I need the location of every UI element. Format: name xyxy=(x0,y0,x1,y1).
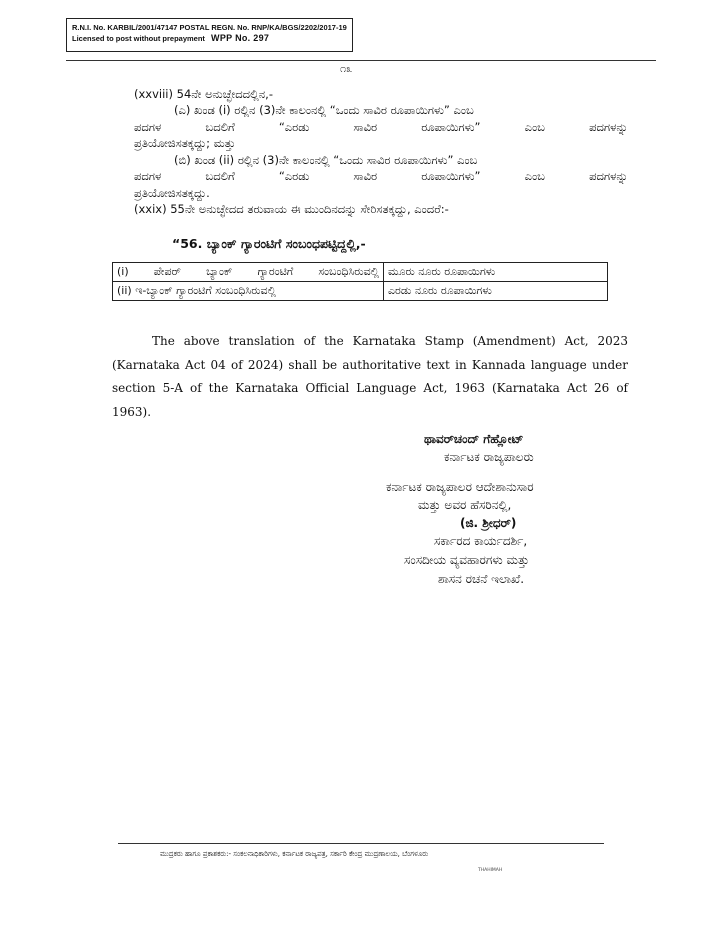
clause-b-text3: ಪ್ರತಿಯೋಜಿಸತಕ್ಕದ್ದು. xyxy=(134,185,210,200)
table-cell-item: (i) ಪೇಪರ್ ಬ್ಯಾಂಕ್ ಗ್ಯಾರಂಟಿಗೆ ಸಂಬಂಧಿಸಿರುವಲ್ಲಿ xyxy=(113,263,384,282)
governor-name: ಥಾವರ್‌ಚಂದ್ ಗೆಹ್ಲೋಟ್ xyxy=(424,432,524,446)
postal-license xyxy=(72,33,352,44)
registration-box xyxy=(66,18,353,52)
printer-mark: THAHIMAH xyxy=(478,868,503,873)
section-heading: “56. ಬ್ಯಾಂಕ್ ಗ್ಯಾರಂಟಿಗೆ ಸಂಬಂಧಪಟ್ಟಿದ್ದಲ್ಲಿ,- xyxy=(172,236,366,251)
governor-title: ಕರ್ನಾಟಕ ರಾಜ್ಯಪಾಲರು xyxy=(444,450,534,464)
order-line-1: ಕರ್ನಾಟಕ ರಾಜ್ಯಪಾಲರ ಆದೇಶಾನುಸಾರ xyxy=(386,480,534,494)
clause-b-text2: ಪದಗಳ ಬದಲಿಗೆ “ಎರಡು ಸಾವಿರ ರೂಪಾಯಿಗಳು” ಎಂಬ ಪದಗಳನ್ನು xyxy=(134,169,628,183)
clause-xxviii-intro: (xxviii) 54ನೇ ಅನುಚ್ಛೇದದಲ್ಲಿನ,- xyxy=(134,87,273,101)
clause-a-text1: (ಎ) ಖಂಡ (i) ರಲ್ಲಿನ (3)ನೇ ಕಾಲಂನಲ್ಲಿ “ಒಂದು ಸಾವಿರ ರೂಪಾಯಿಗಳು” ಎಂಬ xyxy=(174,103,474,117)
license-text: Licensed to post without prepayment xyxy=(72,34,205,43)
table-cell-duty: ಮೂರು ನೂರು ರೂಪಾಯಿಗಳು xyxy=(384,263,608,282)
page-number: ೧೩ xyxy=(340,62,353,75)
footer-divider xyxy=(118,843,604,844)
clause-a-text3: ಪ್ರತಿಯೋಜಿಸತಕ್ಕದ್ದು; ಮತ್ತು xyxy=(134,136,236,150)
clause-xxix: (xxix) 55ನೇ ಅನುಚ್ಛೇದದ ತರುವಾಯ ಈ ಮುಂದಿನದನ್ನು ಸೇರಿಸತಕ್ಕದ್ದು, ಎಂದರೆ:- xyxy=(134,202,449,216)
table-row xyxy=(113,263,608,282)
order-line-2: ಮತ್ತು ಅವರ ಹೆಸರಿನಲ್ಲಿ, xyxy=(418,498,512,512)
clause-a-text2: ಪದಗಳ ಬದಲಿಗೆ “ಎರಡು ಸಾವಿರ ರೂಪಾಯಿಗಳು” ಎಂಬ ಪದಗಳನ್ನು xyxy=(134,119,628,134)
secretary-title-1: ಸರ್ಕಾರದ ಕಾರ್ಯದರ್ಶಿ, xyxy=(434,534,528,548)
printer-line: ಮುದ್ರಕರು ಹಾಗೂ ಪ್ರಕಾಶಕರು:- ಸಂಕಲನಾಧಿಕಾರಿಗಳು, ಕರ್ನಾಟಕ ರಾಜ್ಯಪತ್ರ, ಸರ್ಕಾರಿ ಕೇಂದ್ರ ಮುದ್ರಣಾಲಯ, ಬೆಂಗಳೂರು xyxy=(160,850,429,858)
header-divider xyxy=(66,60,656,61)
bank-guarantee-table xyxy=(112,262,608,301)
english-authoritative-note: The above translation of the Karnataka Stamp (Amendment) Act, 2023 (Karnataka Act 04 of 2024) shall be authoritative text in Kannada language under section 5-A of the Karnataka Official Language Act, 1963 (Karnataka Act 26 of 1963). xyxy=(112,334,628,419)
table-cell-item: (ii) ಇ-ಬ್ಯಾಂಕ್ ಗ್ಯಾರಂಟಿಗೆ ಸಂಬಂಧಿಸಿರುವಲ್ಲಿ xyxy=(113,282,384,301)
secretary-title-2: ಸಂಸದೀಯ ವ್ಯವಹಾರಗಳು ಮತ್ತು xyxy=(404,553,530,567)
secretary-name: (ಜಿ. ಶ್ರೀಧರ್) xyxy=(460,516,517,530)
table-cell-duty: ಎರಡು ನೂರು ರೂಪಾಯಿಗಳು xyxy=(384,282,608,301)
clause-a-line1 xyxy=(134,102,628,218)
registration-number: R.N.I. No. KARBIL/2001/47147 POSTAL REGN. No. RNP/KA/BGS/2202/2017-19 xyxy=(72,23,347,32)
secretary-title-3: ಶಾಸನ ರಚನೆ ಇಲಾಖೆ. xyxy=(438,572,525,586)
clause-b-text1: (ಬಿ) ಖಂಡ (ii) ರಲ್ಲಿನ (3)ನೇ ಕಾಲಂನಲ್ಲಿ “ಒಂದು ಸಾವಿರ ರೂಪಾಯಿಗಳು” ಎಂಬ xyxy=(174,152,478,167)
table-row xyxy=(113,282,608,301)
wpp-number: WPP No. 297 xyxy=(211,33,270,43)
